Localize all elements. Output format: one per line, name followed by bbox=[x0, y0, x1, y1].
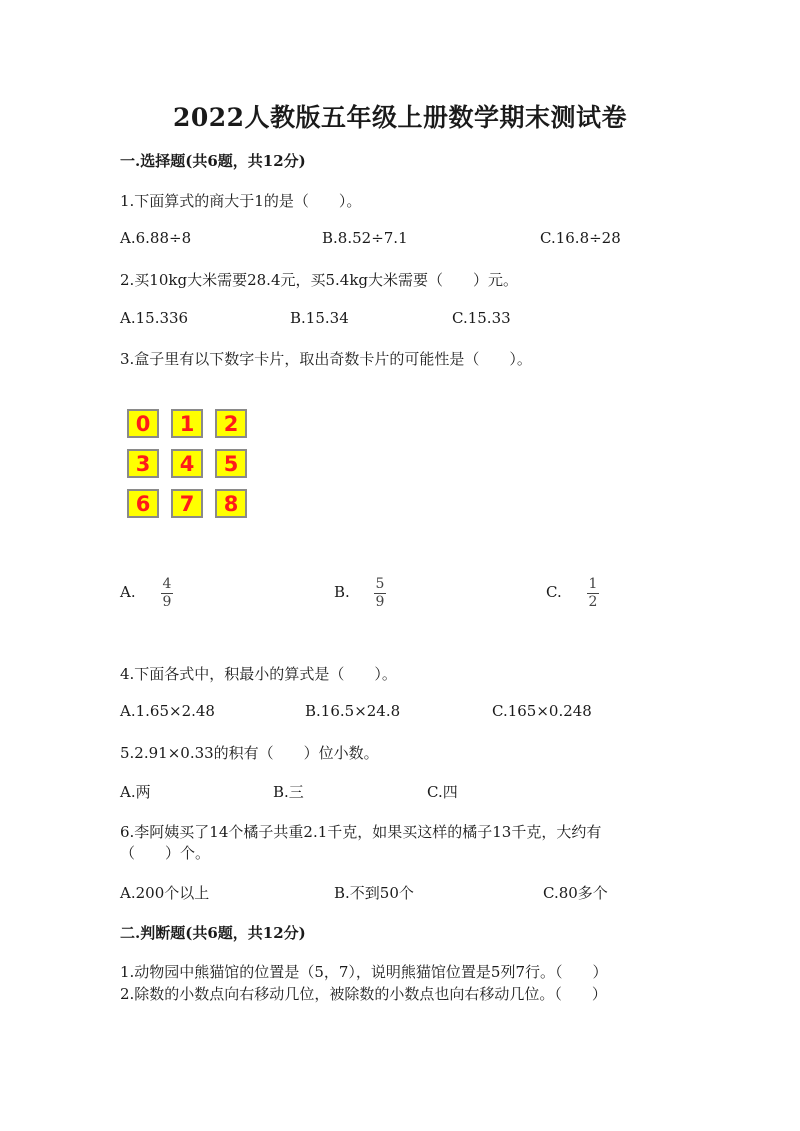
question-3-option-a-fraction bbox=[161, 577, 173, 610]
question-5-option-c: C.四 bbox=[427, 783, 458, 801]
question-4-option-a: A.1.65×2.48 bbox=[120, 702, 215, 720]
fraction-denominator: 9 bbox=[375, 594, 385, 610]
judgment-question-1: 1.动物园中熊猫馆的位置是（5，7），说明熊猫馆位置是5列7行。（ ） bbox=[120, 963, 608, 981]
fraction-numerator: 5 bbox=[375, 576, 385, 592]
question-1-option-c: C.16.8÷28 bbox=[540, 229, 621, 247]
question-6-option-a: A.200个以上 bbox=[120, 884, 210, 902]
question-4-stem: 4.下面各式中，积最小的算式是（ ）。 bbox=[120, 665, 397, 683]
question-2-option-c: C.15.33 bbox=[452, 309, 511, 327]
fraction-numerator: 4 bbox=[162, 576, 172, 592]
fraction-numerator: 1 bbox=[588, 576, 598, 592]
question-1-option-b: B.8.52÷7.1 bbox=[322, 229, 408, 247]
number-cards-image bbox=[127, 409, 251, 521]
question-3-option-b-label: B. bbox=[334, 583, 350, 601]
fraction-denominator: 9 bbox=[162, 594, 172, 610]
section-heading-choice: 一.选择题(共6题，共12分) bbox=[120, 152, 306, 170]
question-5-option-a: A.两 bbox=[120, 783, 151, 801]
question-3-option-a-label: A. bbox=[120, 583, 136, 601]
question-2-stem: 2.买10kg大米需要28.4元，买5.4kg大米需要（ ）元。 bbox=[120, 271, 519, 289]
question-6-option-c: C.80多个 bbox=[543, 884, 608, 902]
number-card: 5 bbox=[215, 449, 247, 478]
judgment-question-2: 2.除数的小数点向右移动几位，被除数的小数点也向右移动几位。（ ） bbox=[120, 985, 607, 1003]
page-title: 2022人教版五年级上册数学期末测试卷 bbox=[172, 103, 628, 132]
number-card: 3 bbox=[127, 449, 159, 478]
question-4-option-c: C.165×0.248 bbox=[492, 702, 592, 720]
number-card: 1 bbox=[171, 409, 203, 438]
question-3-option-c-label: C. bbox=[546, 583, 562, 601]
question-3-option-c-fraction bbox=[587, 577, 599, 610]
question-2-option-a: A.15.336 bbox=[120, 309, 189, 327]
number-card: 8 bbox=[215, 489, 247, 518]
number-card: 6 bbox=[127, 489, 159, 518]
question-3-stem: 3.盒子里有以下数字卡片，取出奇数卡片的可能性是（ ）。 bbox=[120, 350, 532, 368]
question-6-option-b: B.不到50个 bbox=[334, 884, 414, 902]
question-6-stem-line2: （ ）个。 bbox=[120, 844, 211, 862]
question-5-stem: 5.2.91×0.33的积有（ ）位小数。 bbox=[120, 744, 379, 762]
question-5-option-b: B.三 bbox=[273, 783, 304, 801]
number-card: 7 bbox=[171, 489, 203, 518]
section-heading-judgment: 二.判断题(共6题，共12分) bbox=[120, 924, 306, 942]
number-card: 4 bbox=[171, 449, 203, 478]
question-6-stem-line1: 6.李阿姨买了14个橘子共重2.1千克，如果买这样的橘子13千克，大约有 bbox=[120, 823, 602, 841]
question-3-option-b-fraction bbox=[374, 577, 386, 610]
question-1-stem: 1.下面算式的商大于1的是（ ）。 bbox=[120, 192, 362, 210]
question-4-option-b: B.16.5×24.8 bbox=[305, 702, 401, 720]
number-card: 0 bbox=[127, 409, 159, 438]
fraction-denominator: 2 bbox=[588, 594, 598, 610]
number-card: 2 bbox=[215, 409, 247, 438]
question-1-option-a: A.6.88÷8 bbox=[120, 229, 192, 247]
question-2-option-b: B.15.34 bbox=[290, 309, 349, 327]
